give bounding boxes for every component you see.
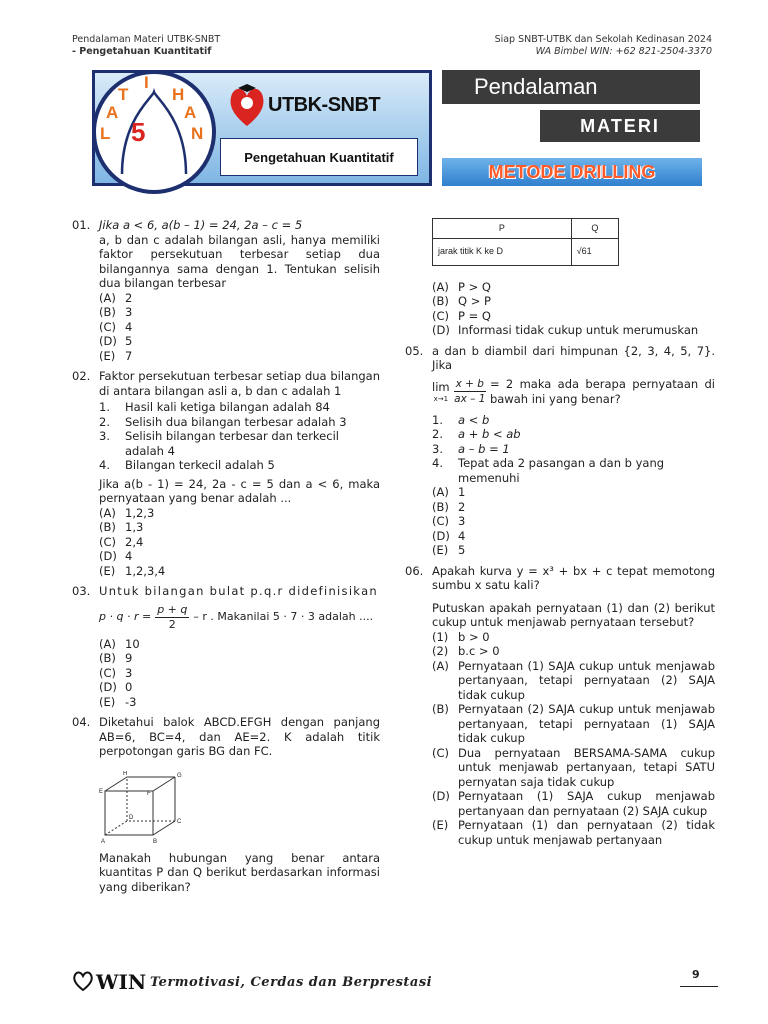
- question-04: [72, 715, 380, 894]
- statement-3: 3. Selisih bilangan terbesar dan terkecil adalah 4: [99, 429, 339, 458]
- option-b[interactable]: (B) 9: [99, 651, 133, 665]
- statement-1: (1) b > 0: [432, 629, 490, 644]
- option-d[interactable]: (D) 4: [99, 549, 133, 563]
- statement-2: 2. Selisih dua bilangan terbesar adalah 3: [99, 414, 347, 429]
- statements-list: [432, 413, 715, 486]
- header-title: Pendalaman Materi UTBK-SNBT: [72, 34, 221, 45]
- statement-4: 4. Tepat ada 2 pasangan a dan b yang memenuhi: [432, 456, 665, 485]
- page-number: 9: [692, 968, 700, 981]
- question-number: 01.: [72, 218, 91, 232]
- option-b[interactable]: (B) 2: [432, 499, 466, 514]
- cube-label-d: D: [129, 814, 134, 821]
- option-d[interactable]: (D) Pernyataan (1) SAJA cukup menjawab pertanyaan dan pernyataan (2) SAJA cukup: [432, 789, 715, 818]
- question-text-2: Jika a(b - 1) = 24, 2a - c = 5 dan a < 6, maka pernyataan yang benar adalah ...: [99, 476, 380, 505]
- option-c[interactable]: (C) 2,4: [99, 534, 144, 549]
- header-tagline: Siap SNBT-UTBK dan Sekolah Kedinasan 2024: [494, 34, 712, 45]
- options-list: [432, 659, 715, 848]
- option-a[interactable]: (A) 1,2,3: [99, 505, 155, 520]
- header-left: [72, 34, 220, 58]
- cube-label-e: E: [99, 788, 104, 795]
- table-header-q: Q: [571, 219, 618, 239]
- question-text: Untuk bilangan bulat p.q.r didefinisikan: [99, 584, 379, 598]
- question-number: 04.: [72, 715, 91, 729]
- tag-materi: MATERI: [540, 110, 700, 142]
- brand-title: UTBK-SNBT: [268, 94, 381, 116]
- statement-3: 3. a – b = 1: [432, 441, 510, 456]
- table-cell-p: jarak titik K ke D: [433, 238, 572, 265]
- option-e[interactable]: (E) 1,2,3,4: [99, 563, 166, 578]
- options-list: [432, 280, 715, 338]
- fraction: $\frac{x + b}{ax - 1}$: [454, 377, 486, 405]
- subject-label: Pengetahuan Kuantitatif: [220, 138, 418, 176]
- option-a[interactable]: (A) 2: [99, 290, 133, 305]
- question-premise: Jika a < 6, a(b – 1) = 24, 2a – c = 5: [99, 218, 303, 232]
- logo-letter-t: T: [118, 85, 129, 104]
- footer-divider: [680, 986, 718, 987]
- option-c[interactable]: (C) P = Q: [432, 308, 491, 323]
- question-06: [405, 564, 715, 848]
- header-contact: WA Bimbel WIN: +62 821-2504-3370: [535, 46, 712, 57]
- question-text: a, b dan c adalah bilangan asli, hanya memiliki faktor persekutuan terbesar setiap dua bilangannya sama dengan 1. Tentukan selisih dua bilangan terbesar: [99, 232, 380, 290]
- statements-list: [432, 630, 715, 659]
- cuboid-diagram: [99, 771, 189, 845]
- footer-motto: Termotivasi, Cerdas dan Berprestasi: [150, 975, 433, 990]
- cube-label-f: F: [147, 790, 151, 797]
- statement-1: 1. a < b: [432, 412, 490, 427]
- option-a[interactable]: (A) 1: [432, 485, 466, 499]
- limit-formula: lim x→1 $\frac{x + b}{ax - 1}$ = 2 maka ada berapa pernyataan di bawah ini yang benar?: [432, 377, 715, 406]
- left-column: [72, 218, 380, 894]
- tag-pendalaman: Pendalaman: [442, 70, 700, 104]
- formula: p · q · r = $\frac{p + q}{2}$ – r . Makanilai 5 · 7 · 3 adalah ....: [99, 602, 374, 631]
- logo-letter-a-left: A: [106, 103, 119, 122]
- cube-label-c: C: [177, 818, 182, 825]
- logo-letter-h: H: [172, 85, 185, 104]
- option-d[interactable]: (D) Informasi tidak cukup untuk merumuskan: [432, 323, 699, 337]
- statement-2: 2. a + b < ab: [432, 427, 521, 441]
- option-c[interactable]: (C) 3: [432, 514, 466, 528]
- option-a[interactable]: (A) P > Q: [432, 279, 491, 294]
- question-text: Faktor persekutuan terbesar setiap dua bilangan di antara bilangan asli a, b dan c adalah 1: [99, 369, 380, 398]
- option-b[interactable]: (B) Pernyataan (2) SAJA cukup untuk menjawab pertanyaan, tetapi pernyataan (1) SAJA tidak cukup: [432, 702, 715, 745]
- question-03: [72, 584, 380, 709]
- cube-label-h: H: [123, 770, 128, 777]
- question-text: a dan b diambil dari himpunan {2, 3, 4, 5, 7}. Jika: [432, 343, 715, 372]
- table-header-p: P: [433, 219, 572, 239]
- cube-label-g: G: [177, 772, 182, 779]
- option-e[interactable]: (E) 5: [432, 543, 466, 557]
- option-d[interactable]: (D) 4: [432, 528, 466, 543]
- win-logo-icon: [72, 970, 94, 992]
- cube-label-b: B: [153, 838, 158, 845]
- option-b[interactable]: (B) 1,3: [99, 520, 144, 534]
- option-e[interactable]: (E) Pernyataan (1) dan pernyataan (2) tidak cukup untuk menjawab pertanyaan: [432, 818, 715, 847]
- question-number: 02.: [72, 369, 91, 383]
- options-list: [432, 485, 715, 558]
- option-c[interactable]: (C) 4: [99, 319, 133, 334]
- question-text: Diketahui balok ABCD.EFGH dengan panjang AB=6, BC=4, dan AE=2. K adalah titik perpotongan garis BG dan FC.: [99, 715, 380, 758]
- statement-1: 1. Hasil kali ketiga bilangan adalah 84: [99, 400, 330, 414]
- option-b[interactable]: (B) 3: [99, 305, 133, 319]
- heart-mascot-icon: [228, 82, 266, 128]
- question-number: 06.: [405, 563, 424, 578]
- pq-table: [432, 218, 619, 266]
- right-column: [405, 218, 715, 847]
- option-c[interactable]: (C) 3: [99, 665, 133, 680]
- logo-letter-l: L: [100, 124, 111, 143]
- logo-letter-n: N: [191, 124, 204, 143]
- question-02: [72, 369, 380, 578]
- option-d[interactable]: (D) 0: [99, 680, 133, 694]
- question-04-continued: [432, 218, 715, 338]
- question-text-2: Putuskan apakah pernyataan (1) dan (2) berikut cukup untuk menjawab pernyataan tersebut?: [432, 600, 715, 629]
- options-list: [99, 506, 380, 579]
- tag-metode-drilling: METODE DRILLING: [442, 158, 702, 186]
- option-e[interactable]: (E) -3: [99, 694, 137, 709]
- question-text: Apakah kurva y = x³ + bx + c tepat memotong sumbu x satu kali?: [432, 563, 715, 592]
- logo-number: 5: [131, 117, 146, 147]
- option-d[interactable]: (D) 5: [99, 334, 133, 348]
- header-subtitle: - Pengetahuan Kuantitatif: [72, 46, 212, 57]
- cube-label-a: A: [101, 838, 106, 845]
- fraction: $\frac{p + q}{2}$: [157, 602, 188, 631]
- logo-letter-a-right: A: [184, 103, 197, 122]
- question-number: 03.: [72, 584, 91, 598]
- question-01: [72, 218, 380, 363]
- question-text-2: Manakah hubungan yang benar antara kuantitas P dan Q berikut berdasarkan informasi yang diberikan?: [99, 850, 380, 894]
- option-e[interactable]: (E) 7: [99, 348, 133, 363]
- option-b[interactable]: (B) Q > P: [432, 294, 491, 308]
- option-a[interactable]: (A) 10: [99, 636, 140, 651]
- question-number: 05.: [405, 343, 424, 358]
- statements-list: [99, 400, 380, 473]
- option-a[interactable]: (A) Pernyataan (1) SAJA cukup untuk menjawab pertanyaan, tetapi pernyataan (2) SAJA tidak cukup: [432, 658, 715, 702]
- footer-brand: WIN: [96, 970, 147, 994]
- question-05: [405, 344, 715, 558]
- option-c[interactable]: (C) Dua pernyataan BERSAMA-SAMA cukup untuk menjawab pertanyaan, tetapi SATU pernyatan saja tidak cukup: [432, 745, 715, 789]
- statement-2: (2) b.c > 0: [432, 644, 500, 658]
- logo-letter-i: I: [144, 73, 149, 92]
- options-list: [99, 637, 380, 710]
- options-list: [99, 291, 380, 364]
- statement-4: 4. Bilangan terkecil adalah 5: [99, 458, 275, 472]
- header-right: [495, 34, 712, 58]
- table-cell-q: √61: [571, 238, 618, 265]
